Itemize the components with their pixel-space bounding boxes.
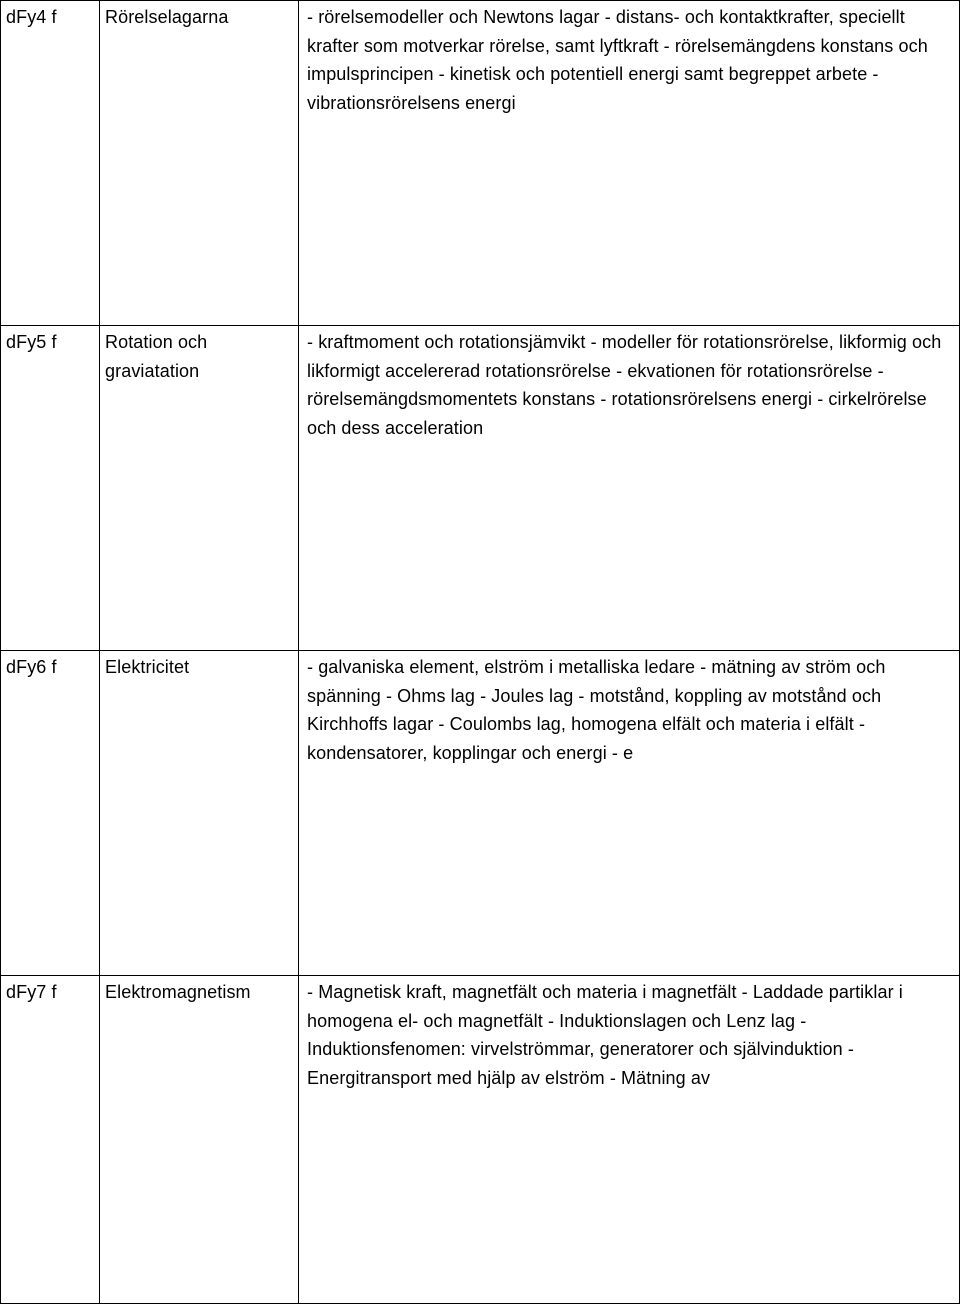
course-code: dFy6 f bbox=[6, 657, 57, 677]
course-name: Elektromagnetism bbox=[105, 982, 251, 1002]
course-description-cell bbox=[299, 326, 960, 651]
course-code-cell bbox=[1, 1, 100, 326]
course-name-cell bbox=[100, 326, 299, 651]
course-description: - Magnetisk kraft, magnetfält och materia i magnetfält - Laddade partiklar i homogena el- och magnetfält - Induktionslagen och Lenz lag - Induktionsfenomen: virvelströmmar, generatorer och självinduktion - Energitransport med hjälp av elström - Mätning av bbox=[307, 982, 903, 1089]
course-name: Rotation och graviatation bbox=[105, 332, 208, 381]
course-description-cell bbox=[299, 1, 960, 326]
course-name: Rörelselagarna bbox=[105, 7, 229, 27]
course-code: dFy5 f bbox=[6, 332, 57, 352]
course-description-cell bbox=[299, 976, 960, 1304]
table-row bbox=[1, 651, 960, 976]
table-row bbox=[1, 976, 960, 1304]
course-name: Elektricitet bbox=[105, 657, 190, 677]
course-description: - kraftmoment och rotationsjämvikt - modeller för rotationsrörelse, likformig och likformigt accelererad rotationsrörelse - ekvationen för rotationsrörelse - rörelsemängdsmomentets konstans - rotationsrörelsens energi - cirkelrörelse och dess acceleration bbox=[307, 332, 942, 439]
course-name-cell bbox=[100, 976, 299, 1304]
course-name-cell bbox=[100, 651, 299, 976]
course-code: dFy7 f bbox=[6, 982, 57, 1002]
course-code-cell bbox=[1, 326, 100, 651]
course-code-cell bbox=[1, 976, 100, 1304]
course-description: - rörelsemodeller och Newtons lagar - distans- och kontaktkrafter, speciellt krafter som motverkar rörelse, samt lyftkraft - rörelsemängdens konstans och impulsprincipen - kinetisk och potentiell energi samt begreppet arbete - vibrationsrörelsens energi bbox=[307, 7, 928, 114]
table-row bbox=[1, 326, 960, 651]
course-code: dFy4 f bbox=[6, 7, 57, 27]
course-description-cell bbox=[299, 651, 960, 976]
course-name-cell bbox=[100, 1, 299, 326]
table-row bbox=[1, 1, 960, 326]
course-code-cell bbox=[1, 651, 100, 976]
course-description: - galvaniska element, elström i metalliska ledare - mätning av ström och spänning - Ohms lag - Joules lag - motstånd, koppling av motstånd och Kirchhoffs lagar - Coulombs lag, homogena elfält och materia i elfält - kondensatorer, kopplingar och energi - e bbox=[307, 657, 886, 764]
